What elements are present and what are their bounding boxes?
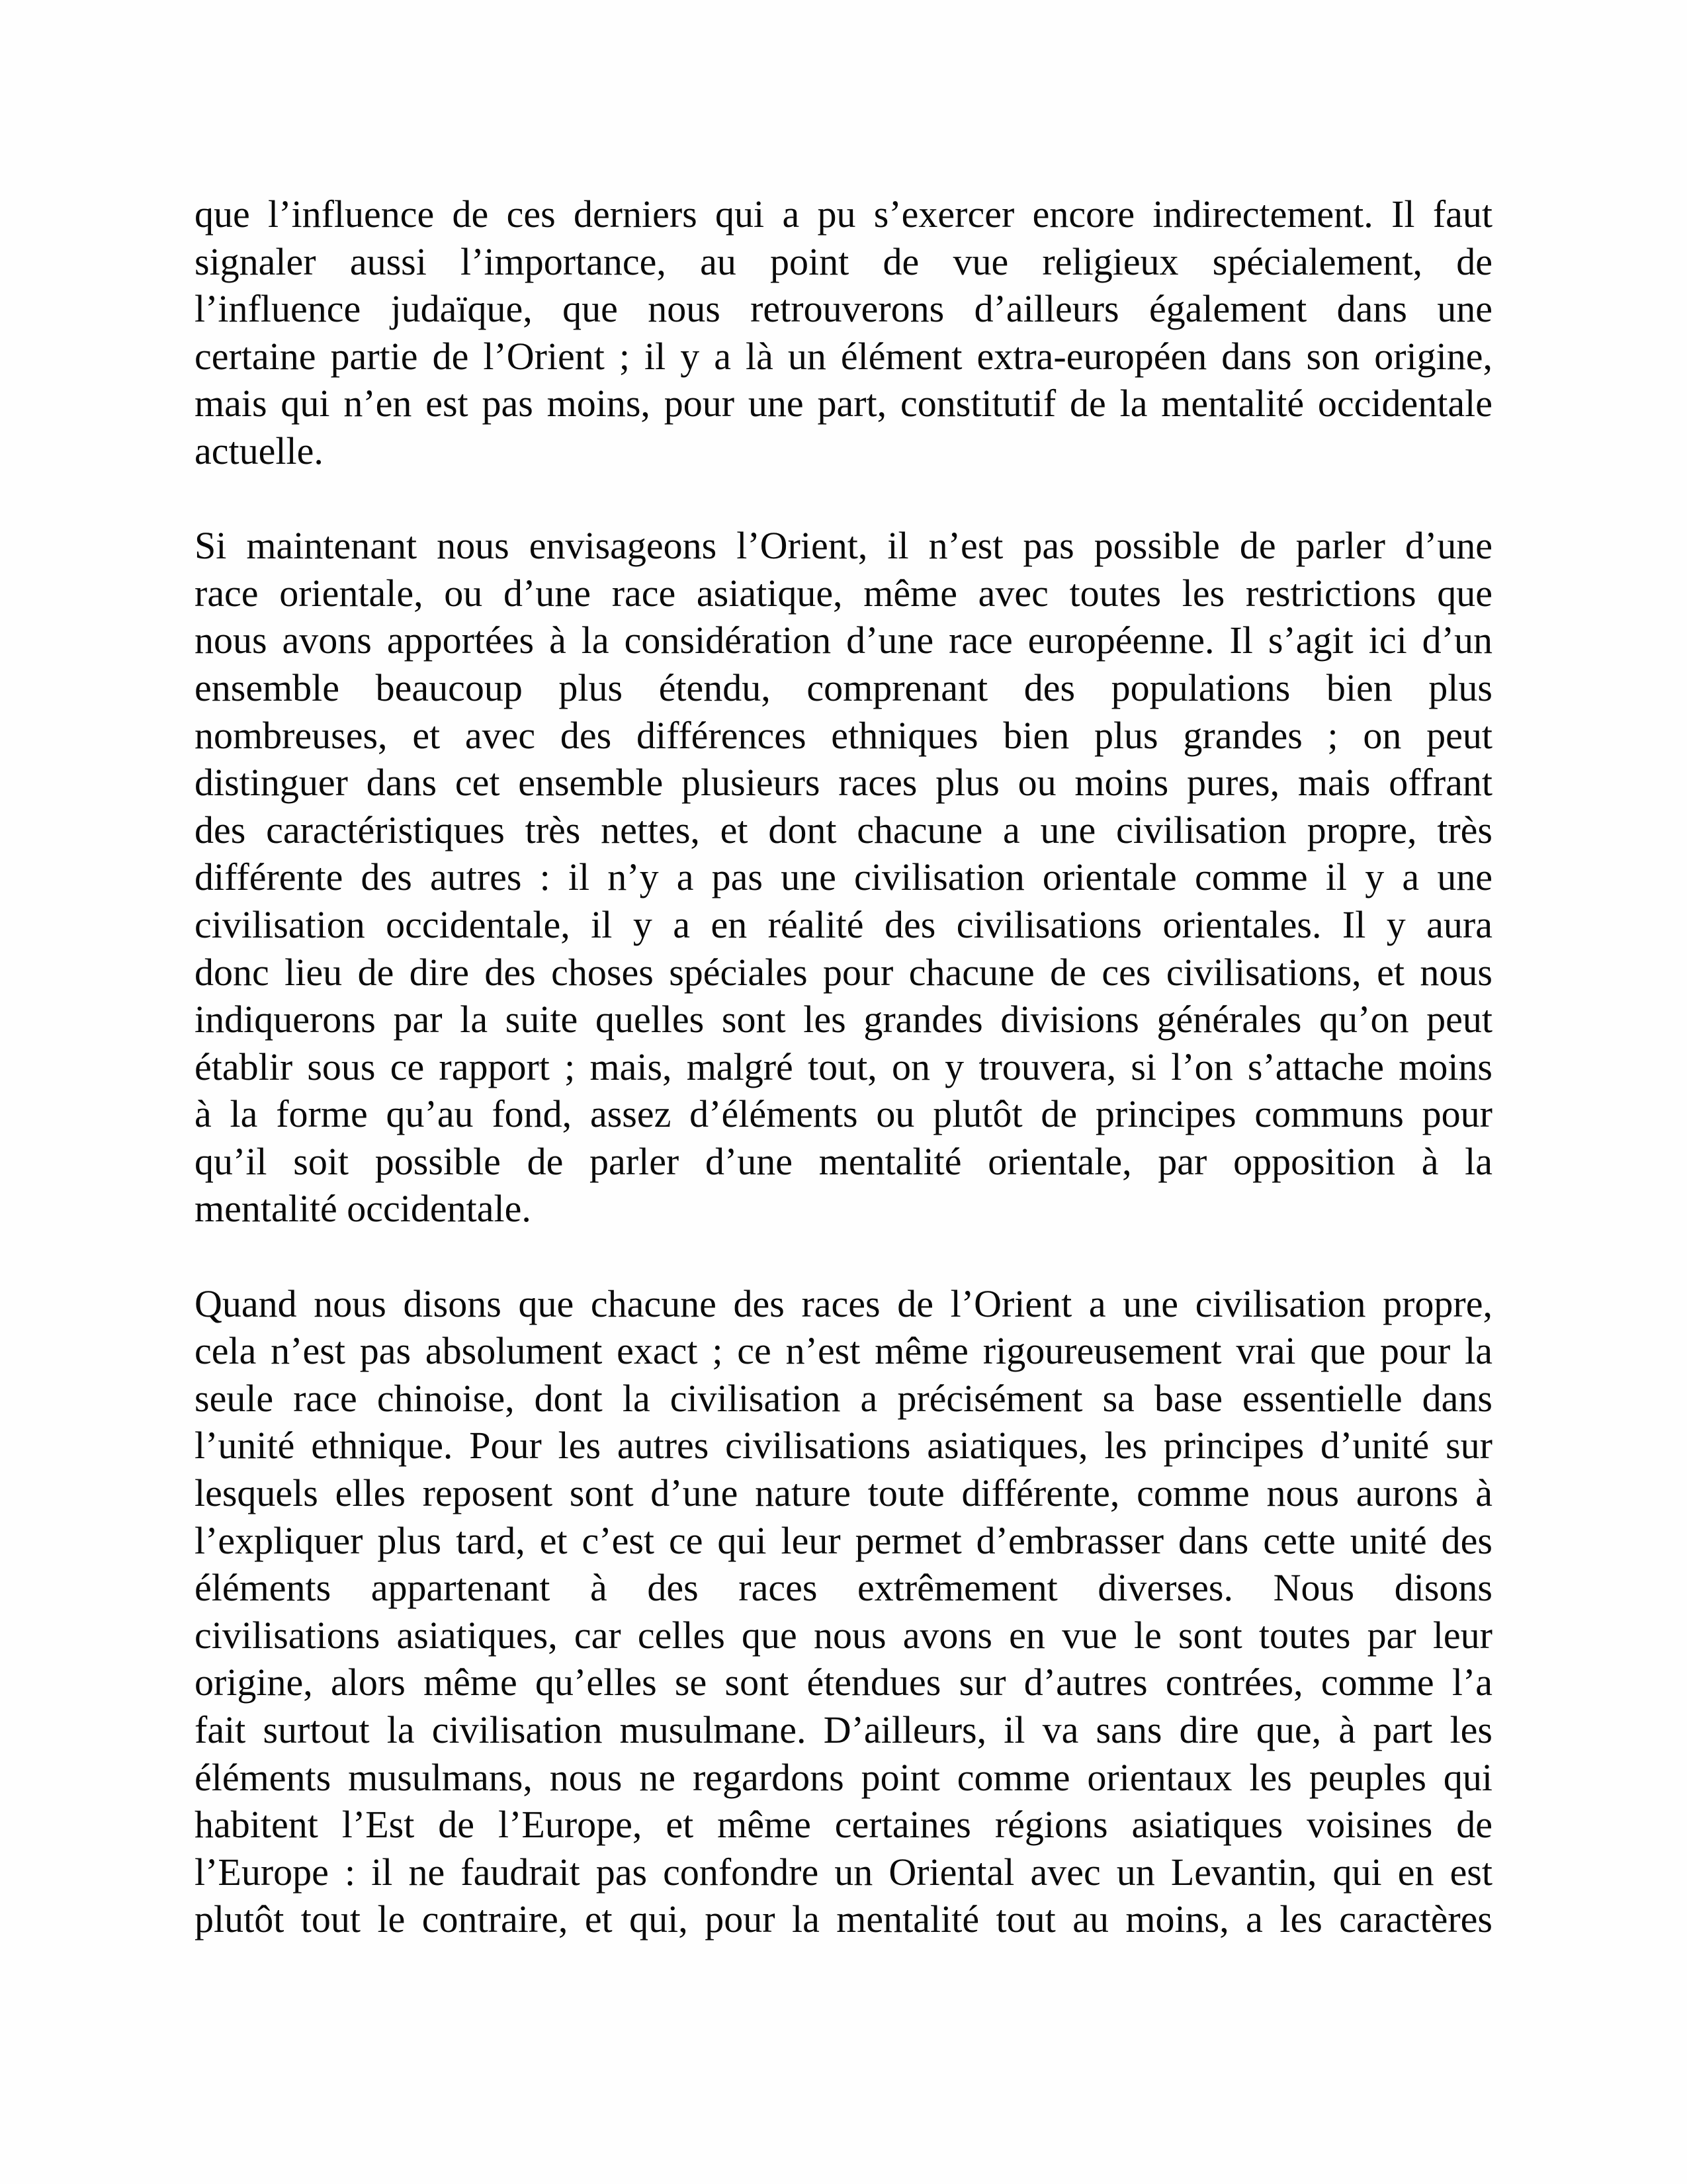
paragraph <box>195 1280 1492 1943</box>
text-line: ensemble beaucoup plus étendu, comprenant des populations bien plus <box>195 666 1492 709</box>
text-line: éléments musulmans, nous ne regardons point comme orientaux les peuples qui <box>195 1755 1492 1799</box>
text-line: nombreuses, et avec des différences ethniques bien plus grandes ; on peut <box>195 713 1492 757</box>
text-line: civilisation occidentale, il y a en réalité des civilisations orientales. Il y aura <box>195 902 1492 946</box>
text-line: à la forme qu’au fond, assez d’éléments ou plutôt de principes communs pour <box>195 1092 1492 1136</box>
text-line: origine, alors même qu’elles se sont étendues sur d’autres contrées, comme l’a <box>195 1661 1492 1704</box>
text-line: l’unité ethnique. Pour les autres civilisations asiatiques, les principes d’unité sur <box>195 1424 1492 1467</box>
text-line: Si maintenant nous envisageons l’Orient, il n’est pas possible de parler d’une <box>195 524 1492 568</box>
text-line: éléments appartenant à des races extrêmement diverses. Nous disons <box>195 1566 1492 1610</box>
text-line: l’influence judaïque, que nous retrouverons d’ailleurs également dans une <box>195 287 1492 331</box>
text-line: établir sous ce rapport ; mais, malgré tout, on y trouvera, si l’on s’attache moins <box>195 1045 1492 1088</box>
text-line: l’expliquer plus tard, et c’est ce qui leur permet d’embrasser dans cette unité des <box>195 1518 1492 1562</box>
text-line: donc lieu de dire des choses spéciales pour chacune de ces civilisations, et nous <box>195 950 1492 994</box>
text-line: race orientale, ou d’une race asiatique, même avec toutes les restrictions que <box>195 571 1492 615</box>
text-line: nous avons apportées à la considération d’une race européenne. Il s’agit ici d’un <box>195 619 1492 662</box>
text-line: des caractéristiques très nettes, et dont chacune a une civilisation propre, très <box>195 808 1492 852</box>
text-line: fait surtout la civilisation musulmane. D’ailleurs, il va sans dire que, à part les <box>195 1708 1492 1751</box>
text-line: signaler aussi l’importance, au point de vue religieux spécialement, de <box>195 240 1492 283</box>
text-line: civilisations asiatiques, car celles que nous avons en vue le sont toutes par leur <box>195 1613 1492 1657</box>
paragraph <box>195 191 1492 475</box>
text-line: indiquerons par la suite quelles sont les grandes divisions générales qu’on peut <box>195 998 1492 1041</box>
text-line: différente des autres : il n’y a pas une civilisation orientale comme il y a une <box>195 855 1492 899</box>
paragraph-spacer <box>195 1233 1492 1280</box>
paragraph <box>195 522 1492 1233</box>
text-line: que l’influence de ces derniers qui a pu s’exercer encore indirectement. Il faut <box>195 193 1492 236</box>
text-line: mentalité occidentale. <box>195 1187 531 1231</box>
text-line: lesquels elles reposent sont d’une nature toute différente, comme nous aurons à <box>195 1471 1492 1515</box>
text-line: certaine partie de l’Orient ; il y a là un élément extra-européen dans son origine, <box>195 334 1492 378</box>
body-text <box>195 191 1492 1943</box>
text-line: habitent l’Est de l’Europe, et même certaines régions asiatiques voisines de <box>195 1803 1492 1847</box>
paragraph-spacer <box>195 475 1492 523</box>
text-line: Quand nous disons que chacune des races de l’Orient a une civilisation propre, <box>195 1282 1492 1325</box>
text-line: l’Europe : il ne faudrait pas confondre un Oriental avec un Levantin, qui en est <box>195 1850 1492 1894</box>
text-line: cela n’est pas absolument exact ; ce n’est même rigoureusement vrai que pour la <box>195 1329 1492 1373</box>
text-line: seule race chinoise, dont la civilisation a précisément sa base essentielle dans <box>195 1376 1492 1420</box>
text-line: qu’il soit possible de parler d’une mentalité orientale, par opposition à la <box>195 1139 1492 1183</box>
text-line: distinguer dans cet ensemble plusieurs races plus ou moins pures, mais offrant <box>195 761 1492 805</box>
text-line: mais qui n’en est pas moins, pour une part, constitutif de la mentalité occidentale <box>195 382 1492 425</box>
text-line: plutôt tout le contraire, et qui, pour la mentalité tout au moins, a les caractères <box>195 1898 1492 1941</box>
text-line: actuelle. <box>195 429 324 472</box>
